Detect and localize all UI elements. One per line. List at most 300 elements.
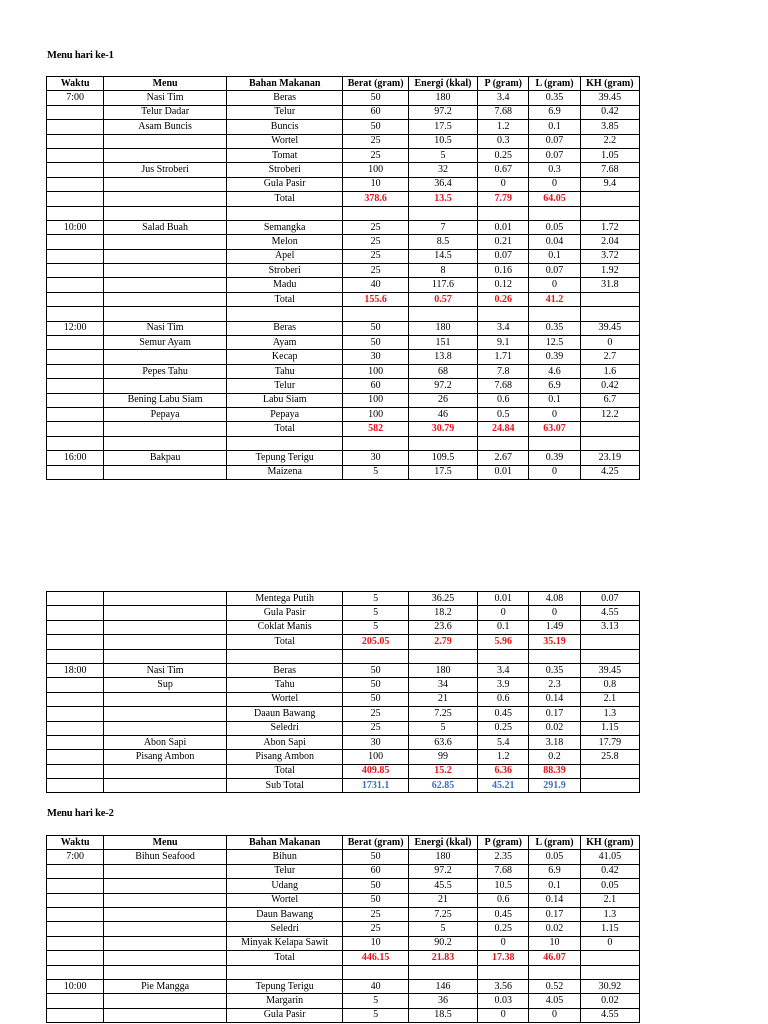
cell-waktu <box>47 606 104 620</box>
cell-energi: 34 <box>408 678 477 692</box>
cell-energi: 5 <box>408 721 477 735</box>
cell-protein: 0.1 <box>478 620 529 634</box>
cell-waktu: 10:00 <box>47 979 104 993</box>
cell-lemak: 0.1 <box>529 393 580 407</box>
cell-energi: 17.5 <box>408 120 477 134</box>
cell-berat: 5 <box>343 620 408 634</box>
cell-energi: 45.5 <box>408 879 477 893</box>
cell-berat: 155.6 <box>343 292 408 306</box>
header-waktu: Waktu <box>47 836 104 850</box>
cell-protein: 3.56 <box>478 979 529 993</box>
table-row <box>47 134 640 148</box>
cell-energi: 62.85 <box>408 779 477 793</box>
cell-protein: 0.01 <box>478 220 529 234</box>
table-row <box>47 91 640 105</box>
cell-bahan: Wortel <box>226 134 343 148</box>
cell-bahan: Tepung Terigu <box>226 451 343 465</box>
cell-energi: 2.79 <box>408 635 477 649</box>
table-row <box>47 850 640 864</box>
cell-lemak: 0.1 <box>529 249 580 263</box>
cell-karbohidrat: 3.13 <box>580 620 639 634</box>
cell-lemak: 0.07 <box>529 134 580 148</box>
cell-waktu <box>47 407 104 421</box>
table-row <box>47 994 640 1008</box>
cell-bahan: Maizena <box>226 465 343 479</box>
cell-energi: 151 <box>408 336 477 350</box>
cell-lemak: 0.39 <box>529 451 580 465</box>
cell-energi: 180 <box>408 91 477 105</box>
cell-menu: Nasi Tim <box>104 91 227 105</box>
cell-waktu <box>47 735 104 749</box>
cell-protein: 2.35 <box>478 850 529 864</box>
table-row <box>47 864 640 878</box>
cell-waktu <box>47 721 104 735</box>
cell-lemak: 0 <box>529 465 580 479</box>
cell-protein <box>478 436 529 450</box>
cell-menu <box>104 292 227 306</box>
cell-lemak: 63.07 <box>529 422 580 436</box>
cell-energi: 18.2 <box>408 606 477 620</box>
cell-berat: 25 <box>343 249 408 263</box>
cell-energi: 36.25 <box>408 592 477 606</box>
cell-bahan <box>226 307 343 321</box>
cell-bahan <box>226 649 343 663</box>
table-row <box>47 177 640 191</box>
cell-waktu <box>47 864 104 878</box>
cell-bahan: Margarin <box>226 994 343 1008</box>
cell-lemak: 6.9 <box>529 379 580 393</box>
cell-protein: 1.2 <box>478 750 529 764</box>
table-row <box>47 206 640 220</box>
cell-bahan: Total <box>226 764 343 778</box>
cell-berat: 60 <box>343 379 408 393</box>
cell-berat: 100 <box>343 750 408 764</box>
cell-lemak: 6.9 <box>529 105 580 119</box>
cell-energi: 21 <box>408 893 477 907</box>
header-menu: Menu <box>104 77 227 91</box>
cell-protein: 0.6 <box>478 393 529 407</box>
cell-karbohidrat <box>580 422 639 436</box>
cell-protein: 0.25 <box>478 922 529 936</box>
table-row <box>47 307 640 321</box>
cell-bahan: Gula Pasir <box>226 177 343 191</box>
header-lemak: L (gram) <box>529 836 580 850</box>
table-row <box>47 936 640 950</box>
cell-bahan: Tepung Terigu <box>226 979 343 993</box>
cell-bahan <box>226 436 343 450</box>
cell-berat: 50 <box>343 893 408 907</box>
cell-bahan: Total <box>226 951 343 965</box>
cell-waktu <box>47 893 104 907</box>
cell-menu: Abon Sapi <box>104 735 227 749</box>
cell-berat: 40 <box>343 979 408 993</box>
cell-energi: 14.5 <box>408 249 477 263</box>
cell-waktu <box>47 879 104 893</box>
cell-protein: 0 <box>478 936 529 950</box>
cell-menu: Bihun Seafood <box>104 850 227 864</box>
cell-berat: 100 <box>343 364 408 378</box>
header-bahan: Bahan Makanan <box>226 836 343 850</box>
cell-energi: 7 <box>408 220 477 234</box>
cell-energi <box>408 436 477 450</box>
cell-waktu <box>47 148 104 162</box>
cell-menu <box>104 922 227 936</box>
cell-karbohidrat: 2.04 <box>580 235 639 249</box>
cell-karbohidrat: 17.79 <box>580 735 639 749</box>
cell-bahan: Tahu <box>226 678 343 692</box>
cell-karbohidrat: 1.6 <box>580 364 639 378</box>
cell-karbohidrat: 30.92 <box>580 979 639 993</box>
cell-waktu <box>47 192 104 206</box>
cell-menu: Bakpau <box>104 451 227 465</box>
cell-karbohidrat <box>580 192 639 206</box>
cell-waktu: 7:00 <box>47 91 104 105</box>
cell-waktu <box>47 206 104 220</box>
cell-waktu <box>47 364 104 378</box>
cell-menu <box>104 779 227 793</box>
cell-menu: Telur Dadar <box>104 105 227 119</box>
table-row <box>47 922 640 936</box>
cell-berat: 60 <box>343 864 408 878</box>
cell-karbohidrat <box>580 206 639 220</box>
cell-karbohidrat: 25.8 <box>580 750 639 764</box>
cell-berat <box>343 307 408 321</box>
table-row <box>47 721 640 735</box>
cell-waktu: 7:00 <box>47 850 104 864</box>
cell-waktu <box>47 278 104 292</box>
total-row <box>47 764 640 778</box>
cell-waktu <box>47 951 104 965</box>
cell-karbohidrat: 4.55 <box>580 1008 639 1022</box>
cell-bahan: Seledri <box>226 922 343 936</box>
cell-bahan: Total <box>226 192 343 206</box>
total-row <box>47 422 640 436</box>
cell-bahan: Telur <box>226 379 343 393</box>
cell-protein: 0 <box>478 177 529 191</box>
table-row <box>47 249 640 263</box>
table-row <box>47 707 640 721</box>
table-row <box>47 1008 640 1022</box>
cell-lemak: 0.17 <box>529 907 580 921</box>
cell-karbohidrat <box>580 292 639 306</box>
table-row <box>47 436 640 450</box>
cell-berat: 100 <box>343 407 408 421</box>
cell-menu <box>104 177 227 191</box>
cell-energi: 117.6 <box>408 278 477 292</box>
cell-waktu <box>47 907 104 921</box>
table-row <box>47 663 640 677</box>
cell-berat: 409.85 <box>343 764 408 778</box>
cell-menu <box>104 379 227 393</box>
cell-protein: 0.25 <box>478 148 529 162</box>
cell-lemak: 0 <box>529 606 580 620</box>
cell-bahan: Apel <box>226 249 343 263</box>
cell-berat: 30 <box>343 735 408 749</box>
table-row <box>47 649 640 663</box>
table-row <box>47 465 640 479</box>
table-row <box>47 879 640 893</box>
cell-berat: 50 <box>343 663 408 677</box>
cell-lemak <box>529 307 580 321</box>
cell-menu <box>104 134 227 148</box>
cell-berat: 50 <box>343 336 408 350</box>
cell-berat: 205.05 <box>343 635 408 649</box>
cell-karbohidrat <box>580 779 639 793</box>
cell-energi <box>408 206 477 220</box>
cell-protein <box>478 965 529 979</box>
table-row <box>47 163 640 177</box>
cell-bahan: Mentega Putih <box>226 592 343 606</box>
cell-protein: 1.2 <box>478 120 529 134</box>
table-row <box>47 979 640 993</box>
cell-lemak: 0.02 <box>529 721 580 735</box>
cell-berat: 378.6 <box>343 192 408 206</box>
cell-waktu <box>47 350 104 364</box>
cell-protein: 5.4 <box>478 735 529 749</box>
cell-karbohidrat: 7.68 <box>580 163 639 177</box>
cell-lemak <box>529 965 580 979</box>
cell-waktu <box>47 134 104 148</box>
cell-menu <box>104 879 227 893</box>
cell-waktu <box>47 994 104 1008</box>
header-row <box>47 836 640 850</box>
cell-menu <box>104 148 227 162</box>
cell-menu <box>104 692 227 706</box>
cell-menu <box>104 350 227 364</box>
cell-bahan: Beras <box>226 663 343 677</box>
cell-lemak: 0.35 <box>529 663 580 677</box>
cell-bahan: Labu Siam <box>226 393 343 407</box>
cell-bahan: Tomat <box>226 148 343 162</box>
cell-energi: 7.25 <box>408 707 477 721</box>
cell-berat <box>343 436 408 450</box>
cell-bahan: Telur <box>226 105 343 119</box>
cell-energi <box>408 307 477 321</box>
cell-bahan: Pepaya <box>226 407 343 421</box>
cell-berat <box>343 206 408 220</box>
cell-waktu <box>47 1008 104 1022</box>
cell-bahan: Stroberi <box>226 163 343 177</box>
cell-protein: 0.25 <box>478 721 529 735</box>
table-row <box>47 965 640 979</box>
cell-lemak: 0.02 <box>529 922 580 936</box>
cell-energi: 10.5 <box>408 134 477 148</box>
cell-lemak: 0.3 <box>529 163 580 177</box>
cell-waktu <box>47 393 104 407</box>
cell-menu <box>104 951 227 965</box>
cell-karbohidrat <box>580 649 639 663</box>
table-row <box>47 379 640 393</box>
cell-waktu <box>47 422 104 436</box>
cell-waktu <box>47 249 104 263</box>
cell-waktu <box>47 936 104 950</box>
header-karbohidrat: KH (gram) <box>580 836 639 850</box>
table-row <box>47 148 640 162</box>
header-energi: Energi (kkal) <box>408 836 477 850</box>
cell-berat: 25 <box>343 907 408 921</box>
cell-karbohidrat: 2.1 <box>580 692 639 706</box>
cell-protein: 3.4 <box>478 321 529 335</box>
cell-waktu: 16:00 <box>47 451 104 465</box>
cell-energi: 180 <box>408 663 477 677</box>
cell-protein: 17.38 <box>478 951 529 965</box>
cell-protein: 7.68 <box>478 379 529 393</box>
cell-protein: 7.68 <box>478 864 529 878</box>
cell-protein: 9.1 <box>478 336 529 350</box>
table-row <box>47 692 640 706</box>
cell-berat: 50 <box>343 850 408 864</box>
cell-bahan: Abon Sapi <box>226 735 343 749</box>
table-row <box>47 235 640 249</box>
cell-lemak: 0 <box>529 407 580 421</box>
cell-karbohidrat: 31.8 <box>580 278 639 292</box>
cell-berat: 100 <box>343 163 408 177</box>
cell-karbohidrat: 1.92 <box>580 264 639 278</box>
table-row <box>47 393 640 407</box>
cell-energi: 8 <box>408 264 477 278</box>
cell-berat: 50 <box>343 678 408 692</box>
cell-karbohidrat: 2.1 <box>580 893 639 907</box>
cell-bahan: Total <box>226 292 343 306</box>
cell-karbohidrat: 1.05 <box>580 148 639 162</box>
cell-bahan <box>226 965 343 979</box>
header-bahan: Bahan Makanan <box>226 77 343 91</box>
cell-protein: 3.4 <box>478 663 529 677</box>
cell-karbohidrat: 9.4 <box>580 177 639 191</box>
cell-bahan: Beras <box>226 91 343 105</box>
cell-energi: 180 <box>408 321 477 335</box>
cell-menu <box>104 307 227 321</box>
cell-lemak <box>529 649 580 663</box>
cell-lemak: 0.35 <box>529 91 580 105</box>
day1-title: Menu hari ke-1 <box>47 50 114 61</box>
cell-energi: 5 <box>408 922 477 936</box>
cell-berat: 50 <box>343 91 408 105</box>
cell-karbohidrat: 0 <box>580 936 639 950</box>
cell-lemak: 4.6 <box>529 364 580 378</box>
cell-bahan: Gula Pasir <box>226 1008 343 1022</box>
cell-lemak: 46.07 <box>529 951 580 965</box>
cell-energi: 13.8 <box>408 350 477 364</box>
cell-menu <box>104 721 227 735</box>
cell-karbohidrat <box>580 951 639 965</box>
cell-karbohidrat: 0.05 <box>580 879 639 893</box>
cell-menu <box>104 1008 227 1022</box>
cell-karbohidrat: 2.7 <box>580 350 639 364</box>
cell-bahan: Total <box>226 635 343 649</box>
cell-berat: 5 <box>343 465 408 479</box>
cell-karbohidrat: 39.45 <box>580 321 639 335</box>
cell-protein: 5.96 <box>478 635 529 649</box>
cell-berat: 25 <box>343 922 408 936</box>
cell-karbohidrat: 0.42 <box>580 379 639 393</box>
table-row <box>47 220 640 234</box>
cell-waktu <box>47 163 104 177</box>
day2-title: Menu hari ke-2 <box>47 808 114 819</box>
cell-berat: 40 <box>343 278 408 292</box>
cell-protein: 0.12 <box>478 278 529 292</box>
day1-menu-table <box>46 76 640 480</box>
cell-menu <box>104 436 227 450</box>
cell-berat: 25 <box>343 707 408 721</box>
cell-bahan: Daaun Bawang <box>226 707 343 721</box>
cell-lemak: 12.5 <box>529 336 580 350</box>
table-row <box>47 451 640 465</box>
cell-waktu <box>47 307 104 321</box>
subtotal-row <box>47 779 640 793</box>
cell-lemak <box>529 436 580 450</box>
cell-protein: 3.9 <box>478 678 529 692</box>
cell-berat: 5 <box>343 1008 408 1022</box>
cell-waktu <box>47 336 104 350</box>
cell-menu: Pepes Tahu <box>104 364 227 378</box>
cell-waktu <box>47 678 104 692</box>
cell-bahan: Melon <box>226 235 343 249</box>
cell-bahan: Wortel <box>226 893 343 907</box>
cell-menu <box>104 635 227 649</box>
cell-protein: 0.67 <box>478 163 529 177</box>
cell-berat: 30 <box>343 451 408 465</box>
cell-lemak: 64.05 <box>529 192 580 206</box>
cell-bahan: Udang <box>226 879 343 893</box>
cell-berat: 25 <box>343 721 408 735</box>
cell-menu <box>104 206 227 220</box>
cell-lemak: 0.07 <box>529 148 580 162</box>
cell-waktu <box>47 436 104 450</box>
cell-lemak: 0.52 <box>529 979 580 993</box>
cell-lemak: 0.1 <box>529 879 580 893</box>
cell-protein: 7.68 <box>478 105 529 119</box>
cell-energi: 21.83 <box>408 951 477 965</box>
cell-berat: 25 <box>343 235 408 249</box>
cell-protein: 0.07 <box>478 249 529 263</box>
cell-bahan: Wortel <box>226 692 343 706</box>
cell-menu: Sup <box>104 678 227 692</box>
table-row <box>47 907 640 921</box>
cell-protein: 0.45 <box>478 907 529 921</box>
cell-energi: 97.2 <box>408 864 477 878</box>
cell-protein: 0.26 <box>478 292 529 306</box>
cell-lemak: 6.9 <box>529 864 580 878</box>
header-waktu: Waktu <box>47 77 104 91</box>
cell-menu <box>104 707 227 721</box>
cell-karbohidrat: 4.55 <box>580 606 639 620</box>
cell-berat: 50 <box>343 120 408 134</box>
cell-karbohidrat: 4.25 <box>580 465 639 479</box>
cell-waktu <box>47 264 104 278</box>
cell-protein: 0.45 <box>478 707 529 721</box>
cell-energi: 23.6 <box>408 620 477 634</box>
cell-bahan: Coklat Manis <box>226 620 343 634</box>
cell-menu: Pepaya <box>104 407 227 421</box>
cell-bahan: Ayam <box>226 336 343 350</box>
cell-bahan: Beras <box>226 321 343 335</box>
header-berat: Berat (gram) <box>343 77 408 91</box>
cell-energi: 7.25 <box>408 907 477 921</box>
table-row <box>47 893 640 907</box>
cell-berat: 25 <box>343 134 408 148</box>
total-row <box>47 635 640 649</box>
cell-lemak: 0.39 <box>529 350 580 364</box>
cell-energi <box>408 649 477 663</box>
cell-lemak: 0.05 <box>529 220 580 234</box>
cell-berat: 582 <box>343 422 408 436</box>
cell-waktu <box>47 105 104 119</box>
cell-karbohidrat <box>580 307 639 321</box>
cell-menu <box>104 893 227 907</box>
day1-menu-table-continued <box>46 591 640 793</box>
cell-lemak: 2.3 <box>529 678 580 692</box>
